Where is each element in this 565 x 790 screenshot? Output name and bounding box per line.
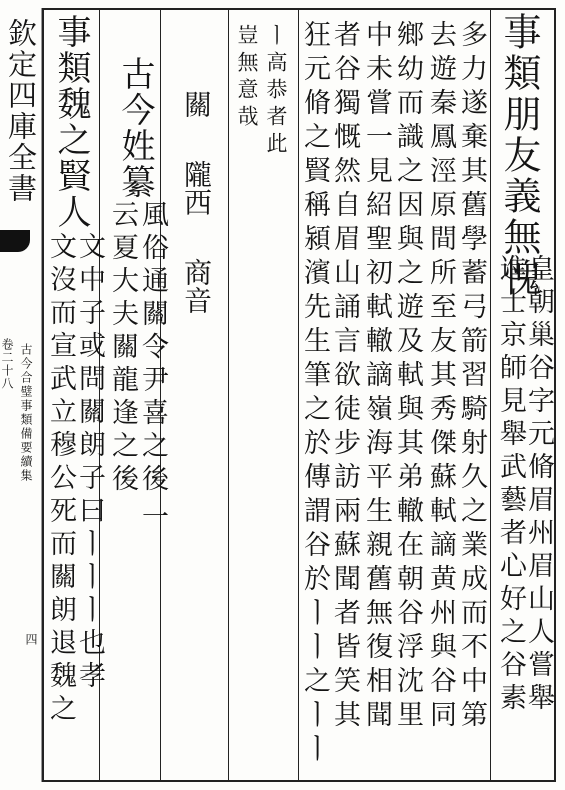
margin-tab-mark bbox=[0, 230, 30, 252]
surname-char: 關 bbox=[180, 90, 213, 118]
entry-text-col8b: 文沒而宣武立穆公死而關朗退魏之 bbox=[45, 232, 76, 727]
entry-text-col3a: 鄉幼而識之因與之遊及軾與其弟轍在朝谷浮沈里 bbox=[392, 20, 423, 734]
entry-text-col2a: 多力遂棄其舊學蓄弓箭習騎射久之業成而不中第 bbox=[456, 20, 487, 734]
entry-text-col5b: 豈無意哉 bbox=[235, 24, 259, 132]
column-rule bbox=[490, 8, 491, 782]
page-margin bbox=[0, 8, 42, 782]
margin-book-title: 古今合璧事類備要續集 bbox=[19, 343, 33, 483]
entry-text-col1b: 進士京師見舉武藝者心好之谷素 bbox=[495, 254, 526, 716]
margin-title: 欽定四庫全書 bbox=[4, 18, 38, 204]
margin-volume: 卷二十八 bbox=[0, 338, 14, 390]
entry-heading-friends: 事類朋友義無愧 bbox=[497, 12, 541, 299]
source-text-col7b: 云夏大夫關龍逢之後 bbox=[107, 200, 138, 497]
surname-heading bbox=[180, 90, 213, 118]
surname-origin: 隴西 bbox=[180, 160, 213, 216]
source-text-col7a: 風俗通關令尹喜之後 bbox=[137, 200, 168, 497]
entry-text-col3b: 中未嘗一見紹聖初軾轍謫嶺海平生親舊無復相聞 bbox=[361, 20, 392, 734]
entry-text-col4b: 狂元脩之賢稱潁濱先生筆之於傳謂谷於ㅣㅣ之ㅣㅣ bbox=[299, 20, 330, 768]
entry-text-col2b: 去遊秦鳳涇原間所至友其秀傑蘇軾謫黄州與谷同 bbox=[425, 20, 456, 734]
column-rule bbox=[228, 8, 229, 782]
source-text-tail: 一 bbox=[137, 502, 168, 536]
entry-text-col5a: ㅣ高恭者此 bbox=[264, 24, 288, 159]
entry-text-col1a: 皇朝巢谷字元脩眉州眉山人嘗舉 bbox=[523, 254, 554, 716]
margin-page-number: 四 bbox=[24, 633, 38, 645]
entry-text-col8a: 文中子或問關朗子曰ㅣㅣㅣ也孝 bbox=[74, 232, 105, 694]
surname-tone: 商音 bbox=[180, 258, 213, 314]
entry-text-col4a: 者谷獨慨然自眉山誦言欲徒步訪兩蘇聞者皆笑其 bbox=[329, 20, 360, 734]
entry-heading-wei-worthy: 事類魏之賢人 bbox=[51, 14, 91, 230]
source-heading-xingzuan: 古今姓纂 bbox=[115, 56, 155, 200]
